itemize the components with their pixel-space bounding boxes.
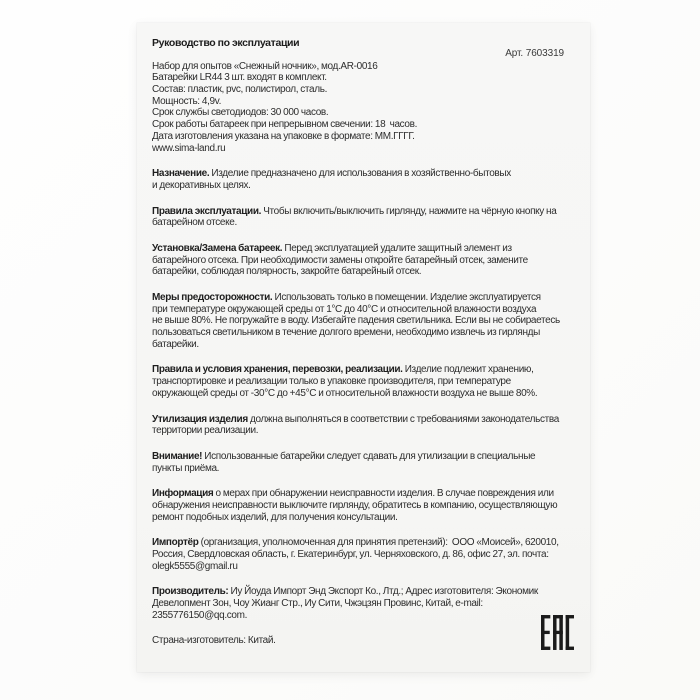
section-text: должна выполняться в соответствии с требованиями законодательства [247,413,559,425]
section-text: о мерах при обнаружении неисправности изделия. В случае повреждения или [213,488,554,500]
section-text: Чтобы включить/выключить гирлянду, нажмите на чёрную кнопку на [261,205,557,217]
section-text: Девелопмент Зон, Чоу Жианг Стр., Иу Сити, Чжэцзян Провинс, Китай, e-mail: [152,598,483,610]
section-usage-rules [152,206,572,229]
section-storage-transport [152,364,572,399]
section-country [152,635,572,647]
section-precautions [152,292,572,350]
section-text: пункты приёма. [152,462,220,474]
section-text: обнаружения неисправности выключите гирлянду, обратитесь в компанию, осуществляющую [152,499,558,511]
section-attention [152,451,572,474]
section-text: и декоративных целях. [152,179,251,191]
section-lead: Установка/Замена батареек. [152,242,283,254]
section-text: (организация, уполномоченная для принятия претензий): ООО «Моисей», 620010, [198,537,559,549]
section-lead: Информация [152,488,214,500]
section-lead: Правила и условия хранения, перевозки, реализации. [152,364,403,376]
section-lead: Производитель: [152,586,229,598]
product-info-line: Мощность: 4,9v. [152,95,222,107]
product-info-block [152,61,572,155]
section-text: батарейки, соблюдая полярность, закройте батарейный отсек. [152,266,422,278]
section-text: Перед эксплуатацией удалите защитный элемент из [282,242,512,254]
section-lead: Правила эксплуатации. [152,205,262,217]
section-text: ремонт подобных изделий, для получения консультации. [152,511,398,523]
section-text: батарейного отсека. При необходимости замены откройте батарейный отсек, замените [152,254,528,266]
section-text: Изделие предназначено для использования в хозяйственно-бытовых [209,168,511,180]
document-page [137,23,590,672]
section-text: Россия, Свердловская область, г. Екатеринбург, ул. Черняховского, д. 86, офис 27, эл. почта: [152,549,549,560]
product-info-line: Срок службы светодиодов: 30 000 часов. [152,107,329,119]
manufacturer-email-line: 2355776150@qq.com. [152,609,248,621]
section-text: при температуре окружающей среды от 1°С до 40°С и относительной влажности воздуха [152,303,537,315]
section-text: территории реализации. [152,425,259,437]
section-disposal [152,414,572,437]
section-lead: Назначение. [152,168,210,180]
section-battery-install [152,243,572,278]
eac-conformity-mark-icon [541,615,574,650]
section-text: пользоваться светильником в течение долгого времени, необходимо извлечь из гирлянды [152,327,540,339]
section-text: Изделие подлежит хранению, [402,364,534,376]
section-importer [152,537,572,572]
product-info-line: Состав: пластик, pvc, полистирол, сталь. [152,84,328,96]
country-line: Страна-изготовитель: Китай. [152,635,276,647]
section-text: Использовать только в помещении. Изделие эксплуатируется [272,292,541,303]
section-lead: Утилизация изделия [152,413,248,425]
product-info-line: Срок работы батареек при непрерывном свечении: 18 часов. [152,119,418,131]
section-text: Использованные батарейки следует сдавать для утилизации в специальные [202,450,536,462]
section-text: батарейки. [152,338,199,350]
section-text: Иу Йоуда Импорт Энд Экспорт Ко., Лтд.; Адрес изготовителя: Экономик [228,586,538,598]
importer-email-line: olegk5555@gmail.ru [152,560,238,572]
section-text: транспортировке и реализации только в упаковке производителя, при температуре [152,376,511,388]
product-info-line: Дата изготовления указана на упаковке в формате: ММ.ГГГГ. [152,130,415,142]
article-number: Арт. 7603319 [505,48,564,59]
section-lead: Внимание! [152,450,203,462]
product-info-line: Батарейки LR44 3 шт. входят в комплект. [152,72,327,84]
website-line: www.sima-land.ru [152,142,226,154]
document-content [137,23,590,647]
document-title: Руководство по эксплуатации [152,37,300,49]
section-text: окружающей среды от -30°С до +45°С и относительной влажности воздуха не выше 80%. [152,387,538,399]
section-manufacturer [152,586,572,621]
section-malfunction-info [152,488,572,523]
section-purpose [152,168,572,191]
section-text: батарейном отсеке. [152,217,237,229]
section-lead: Импортёр [152,537,199,549]
section-lead: Меры предосторожности. [152,292,273,303]
section-text: не выше 80%. Не погружайте в воду. Избегайте падения светильника. Если вы не собираетесь [152,315,560,327]
product-info-line: Набор для опытов «Снежный ночник», мод.AR-0016 [152,60,378,72]
